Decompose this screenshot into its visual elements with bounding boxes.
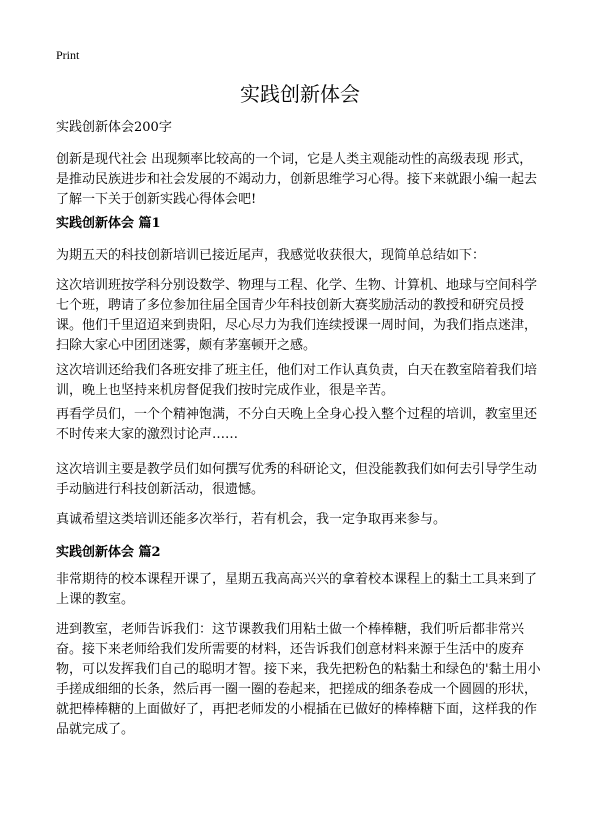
section2-paragraph: 非常期待的校本课程开课了，星期五我高高兴兴的拿着校本课程上的黏土工具来到了上课的教室。 [56,572,538,607]
section1-paragraph: 为期五天的科技创新培训已接近尾声，我感觉收获很大，现简单总结如下： [56,248,486,263]
section1-paragraph: 这次培训班按学科分别设数学、物理与工程、化学、生物、计算机、地球与空间科学七个班，聘请了多位参加往届全国青少年科技创新大赛奖励活动的教授和研究员授课。他们千里迢迢来到贵阳，尽心尽力为我们连续授课一周时间，为我们指点迷津，扫除大家心中团团迷雾，颇有茅塞顿开之感。 [56,278,538,353]
section2-heading: 实践创新体会 篇2 [56,545,161,560]
section1-heading: 实践创新体会 篇1 [56,216,161,231]
intro-paragraph: 创新是现代社会 出现频率比较高的一个词，它是人类主观能动性的高级表现 形式，是推动民族进步和社会发展的不竭动力，创新思维学习心得。接下来就跟小编一起去了解一下关于创新实践心得体会吧! [56,152,538,207]
section1-paragraph: 再看学员们，一个个精神饱满，不分白天晚上全身心投入整个过程的培训，教室里还不时传来大家的激烈讨论声…… [56,407,538,442]
page-title: 实践创新体会 [240,82,360,106]
section1-paragraph: 这次培训主要是教学员们如何撰写优秀的科研论文，但没能教我们如何去引导学生动手动脑进行科技创新活动，很遗憾。 [56,462,538,497]
print-link[interactable]: Print [56,48,80,62]
section1-paragraph: 这次培训还给我们各班安排了班主任，他们对工作认真负责，白天在教室陪着我们培训，晚上也坚持来机房督促我们按时完成作业，很是辛苦。 [56,363,538,398]
section1-paragraph: 真诚希望这类培训还能多次举行，若有机会，我一定争取再来参与。 [56,512,447,527]
section2-paragraph: 进到教室，老师告诉我们：这节课教我们用粘土做一个棒棒糖，我们听后都非常兴奋。接下来老师给我们发所需要的材料，还告诉我们创意材料来源于生活中的废弃物，可以发挥我们自己的聪明才智。接下来，我先把粉色的粘黏土和绿色的'黏土用小手搓成细细的长条，然后再一圈一圈的卷起来，把搓成的细条卷成一个圆圆的形状，就把棒棒糖的上面做好了，再把老师发的小棍插在已做好的棒棒糖下面，这样我的作品就完成了。 [56,622,541,737]
subtitle-text: 实践创新体会200字 [56,120,172,135]
